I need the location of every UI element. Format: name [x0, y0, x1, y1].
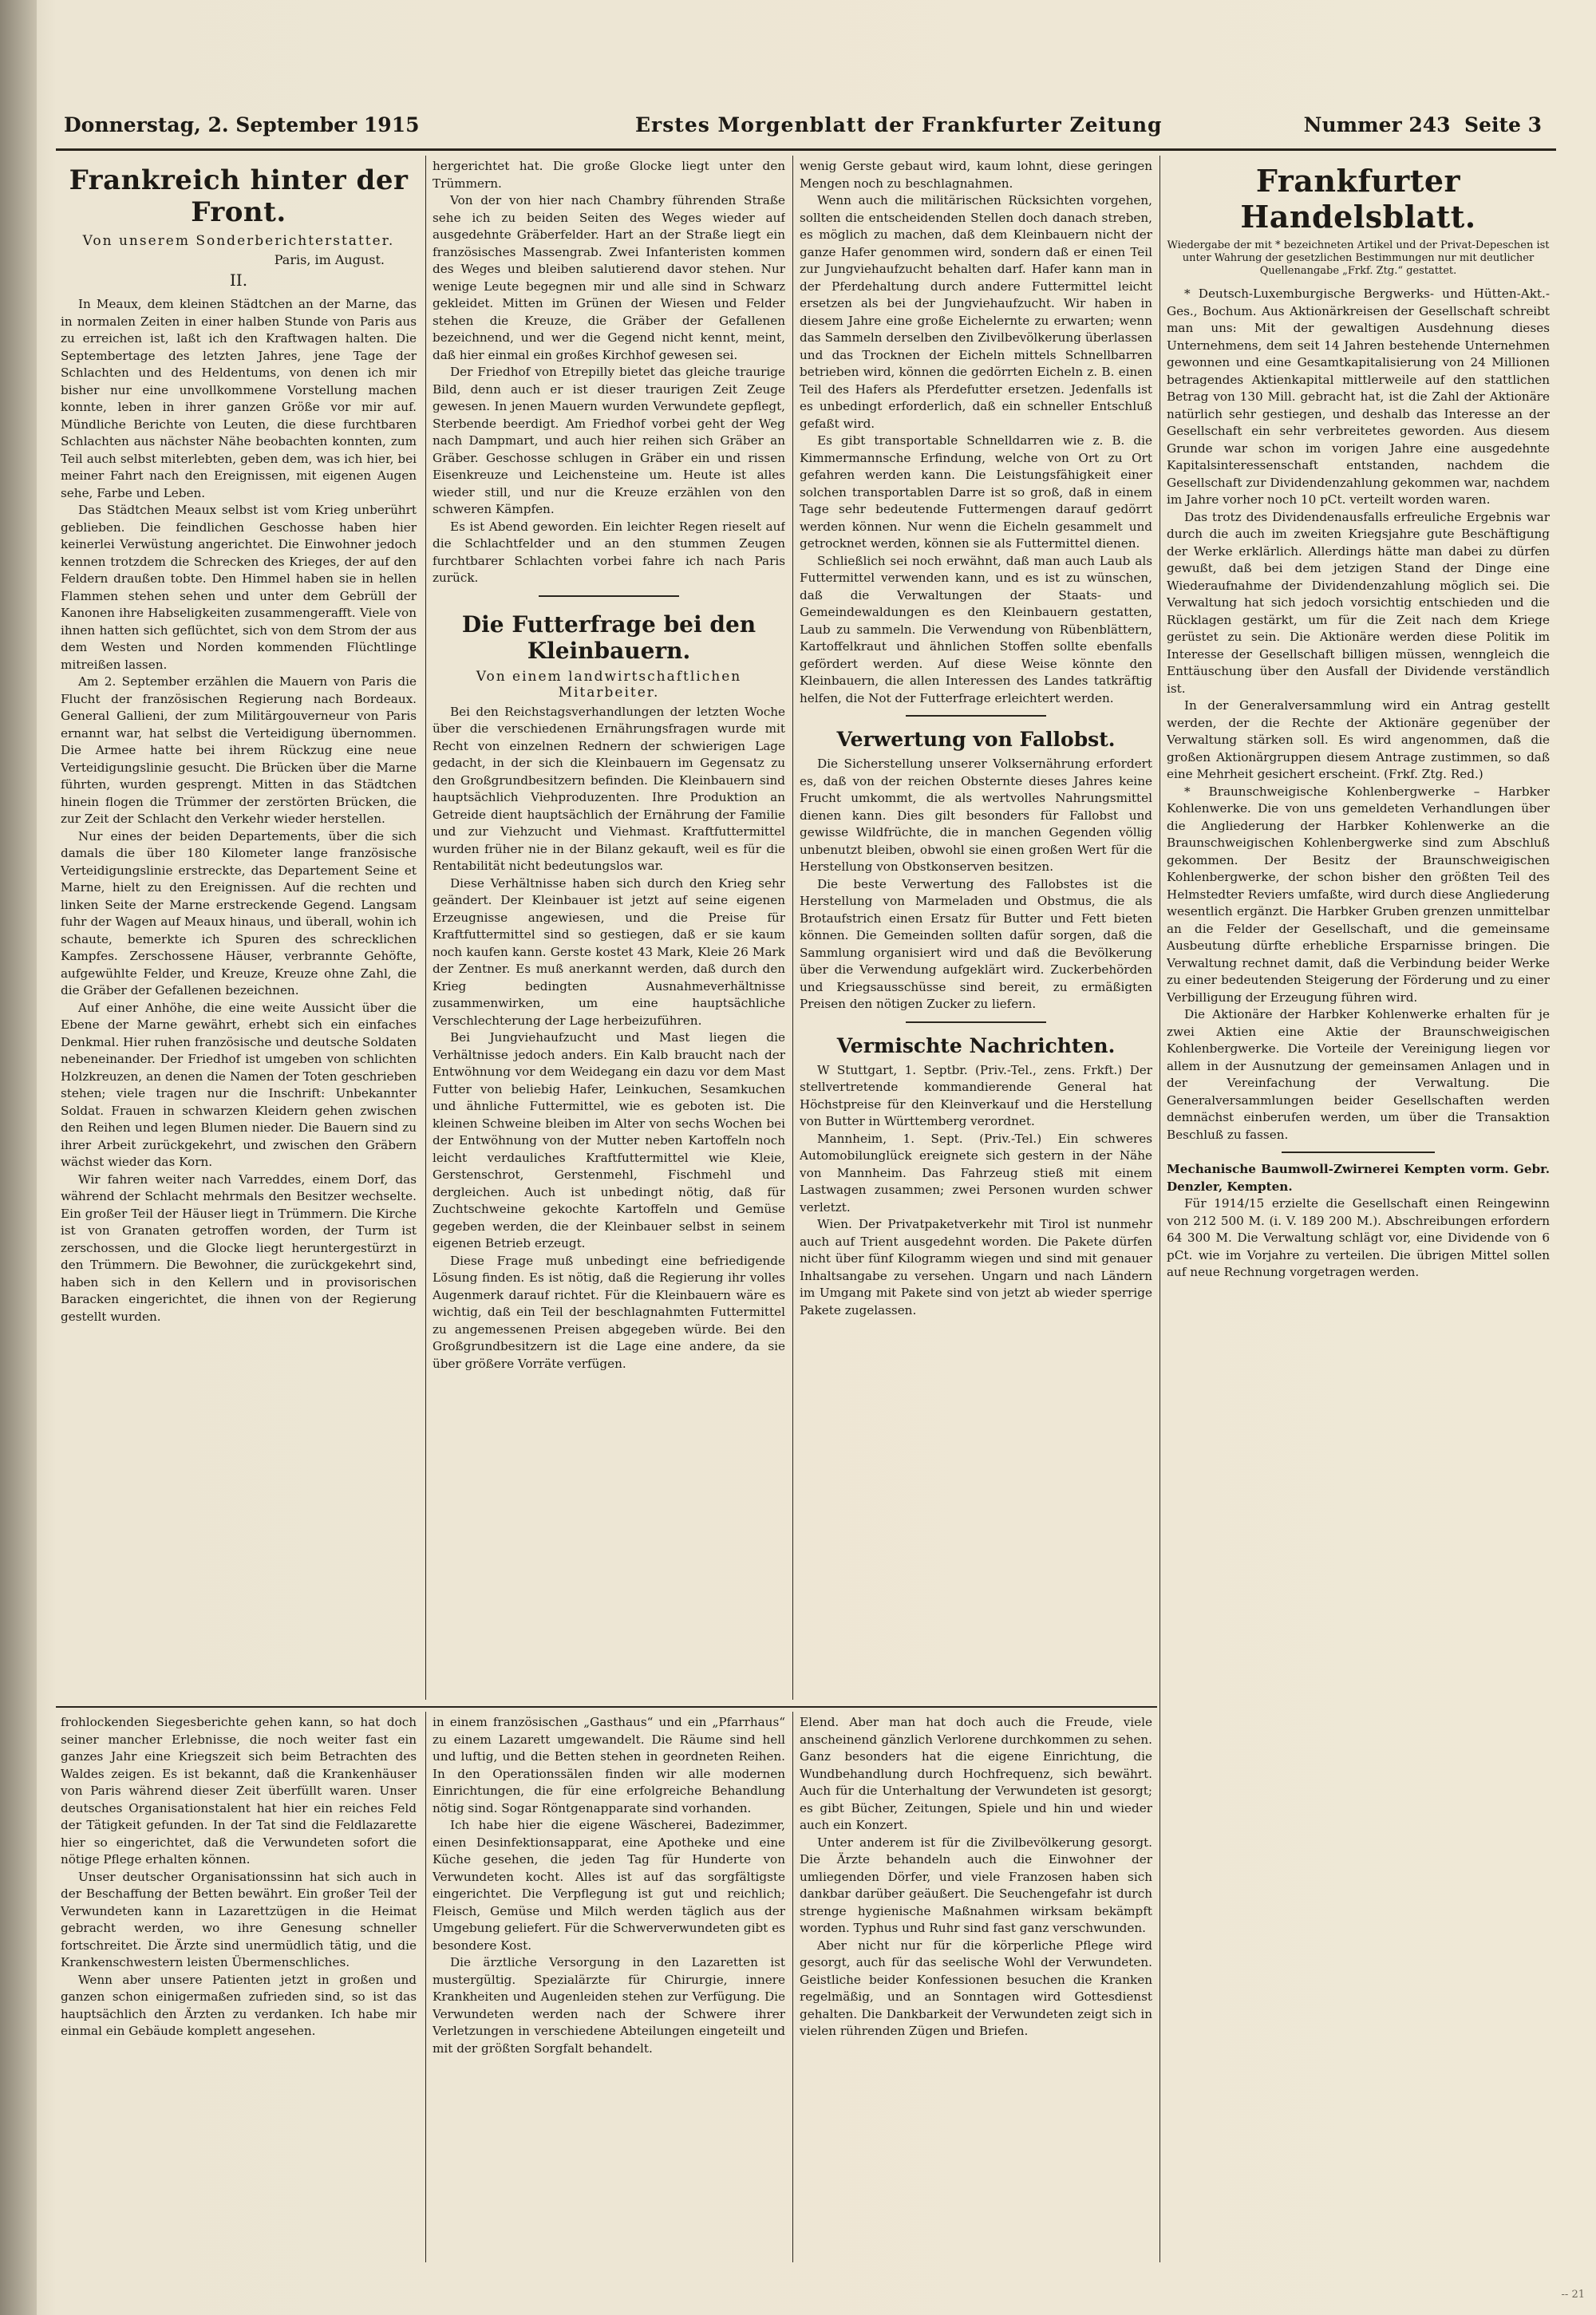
column-3: [800, 158, 1152, 1702]
paragraph: Die ärztliche Versorgung in den Lazaretten ist mustergültig. Spezialärzte für Chirurgie, innere Krankheiten und Augenleiden stehen zur Verfügung. Die Verwundeten werden nach der Schwere ihrer Verletzungen in verschiedene Abteilungen eingeteilt und mit der größten Sorgfalt behandelt.: [433, 1955, 785, 2056]
feuilleton-body: [433, 1714, 785, 2057]
page-fold-shadow: [0, 0, 37, 2315]
paragraph: Bei den Reichstagsverhandlungen der letzten Woche über die verschiedenen Ernährungsfragen wurde mit Recht von einzelnen Rednern der schwierigen Lage gedacht, in der sich die Kleinbauern im Gegensatz zu den Großgrundbesitzern befinden. Die Kleinbauern sind hauptsächlich Viehproduzenten. Ihre Produktion an Getreide dient hauptsächlich der Ernährung der Familie und zur Viehzucht und Viehmast. Kraftfuttermittel wurden früher nie in der Bilanz gekauft, weil es für die Rentabilität nicht bedeutungslos war.: [433, 704, 785, 873]
masthead: [53, 113, 1553, 148]
article-headline: Verwertung von Fallobst.: [836, 728, 1116, 751]
paragraph: Elend. Aber man hat doch auch die Freude, viele anscheinend gänzlich Verlorene durchkommen zu sehen. Ganz besonders hat die eigene Einrichtung, die Wundbehandlung durch Hochfrequenz, sich bewährt. Auch für die Unterhaltung der Verwundeten ist gesorgt; es gibt Bücher, Zeitungen, Spiele und hin und wieder auch ein Konzert.: [800, 1715, 1152, 1832]
section-headline: Frankfurter Handelsblatt.: [1240, 163, 1476, 235]
article-body: [800, 756, 1152, 1013]
paragraph: Für 1914/15 erzielte die Gesellschaft einen Reingewinn von 212 500 M. (i. V. 189 200 M.). Abschreibungen erfordern 64 300 M. Die Verwaltung schlägt vor, eine Dividende von 6 pCt. wie im Vorjahre zu verteilen. Die übrigen Mittel sollen auf neue Rechnung vorgetragen werden.: [1167, 1196, 1550, 1279]
feuilleton-column-1: [61, 1714, 417, 2265]
news-item: Wien. Der Privatpaketverkehr mit Tirol ist nunmehr auch auf Trient ausgedehnt worden. Die Pakete dürfen nicht über fünf Kilogramm wiegen und sind mit genauer Inhaltsangabe zu versehen. Ungarn und nach Ländern im Umgang mit Pakete sind von jetzt ab wieder sperrige Pakete zugelassen.: [800, 1217, 1152, 1317]
divider: [1282, 1152, 1435, 1153]
masthead-rule: [56, 148, 1556, 151]
page-number: Nummer 243 Seite 3: [1303, 113, 1542, 136]
paragraph: * Braunschweigische Kohlenbergwerke – Harbker Kohlenwerke. Die von uns gemeldeten Verhandlungen über die Angliederung der Harbker Kohlenwerke an die Braunschweigischen Kohlenbergwerke sind zum Abschluß gekommen. Der Besitz der Braunschweigischen Kohlenbergwerke, der schon bisher den größten Teil des Helmstedter Reviers umfaßte, wird durch diese Angliederung wesentlich ergänzt. Die Harbker Gruben grenzen unmittelbar an die Felder der Gesellschaft, und die gemeinsame Ausbeutung dürfte erhebliche Ersparnisse bringen. Die Verwaltung rechnet damit, daß die Verbindung beider Werke zu einer bedeutenden Steigerung der Förderung und zu einer Verbilligung der Erzeugung führen wird.: [1167, 784, 1550, 1005]
business-news: [1167, 286, 1550, 1144]
paragraph: Wir fahren weiter nach Varreddes, einem Dorf, das während der Schlacht mehrmals den Besitzer wechselte. Ein großer Teil der Häuser liegt in Trümmern. Die Kirche ist von Granaten getroffen worden, der Turm ist zerschossen, und die Glocke liegt heruntergestürzt in den Trümmern. Die Bewohner, die zurückgekehrt sind, haben sich in den Kellern und in provisorischen Baracken eingerichtet, die ihnen von der Regierung gestellt wurden.: [61, 1171, 417, 1324]
paragraph: Die Sicherstellung unserer Volksernährung erfordert es, daß von der reichen Obsternte dieses Jahres keine Frucht umkommt, die als wertvolles Nahrungsmittel dienen kann. Dies gilt besonders für Fallobst und gewisse Wildfrüchte, die in manchen Gegenden völlig unbenutzt bleiben, obwohl sie einen großen Wert für die Herstellung von Obstkonserven besitzen.: [800, 757, 1152, 874]
paragraph: Diese Verhältnisse haben sich durch den Krieg sehr geändert. Der Kleinbauer ist jetzt auf seine eigenen Erzeugnisse angewiesen, und die Preise für Kraftfuttermittel sind so gestiegen, daß er sie kaum noch kaufen kann. Gerste kostet 43 Mark, Kleie 26 Mark der Zentner. Es muß anerkannt werden, daß durch den Krieg bedingten Ausnahmeverhältnisse zusammenwirken, um eine hauptsächliche Verschlechterung der Lage herbeizuführen.: [433, 875, 785, 1028]
paragraph: Die Aktionäre der Harbker Kohlenwerke erhalten für je zwei Aktien eine Aktie der Braunschweigischen Kohlenbergwerke. Die Vorteile der Vereinigung liegen vor allem in der Ausnutzung der gemeinsamen Anlagen und in der Vereinfachung der Verwaltung. Die Generalversammlungen beider Gesellschaften werden demnächst einberufen werden, um über die Transaktion Beschluß zu fassen.: [1167, 1007, 1550, 1142]
reprint-notice: Wiedergabe der mit * bezeichneten Artikel und der Privat-Depeschen ist unter Wahrung der gesetzlichen Bestimmungen nur mit deutlicher Quellenangabe „Frkf. Ztg.“ gestattet.: [1167, 239, 1550, 277]
article-section-number: II.: [229, 271, 248, 290]
paragraph: Schließlich sei noch erwähnt, daß man auch Laub als Futtermittel verwenden kann, und es ist zu wünschen, daß die Verwaltungen der Staats- und Gemeindewaldungen es den Kleinbauern gestatten, Laub zu sammeln. Die Verwendung von Rübenblättern, Kartoffelkraut und ähnlichen Stoffen sollte ebenfalls gefördert werden. Auf diese Weise könnte den Kleinbauern, die allen Interessen des Landes tatkräftig helfen, die Not der Futterfrage erleichtert werden.: [800, 553, 1152, 705]
article-byline: Von unserem Sonderberichterstatter.: [82, 233, 395, 249]
paragraph: In Meaux, dem kleinen Städtchen an der Marne, das in normalen Zeiten in einer halben Stunde von Paris aus zu erreichen ist, laßt ich den Kraftwagen halten. Die Septembertage des letzten Jahres, jene Tage der Schlachten und des Heldentums, von denen ich mir bisher nur eine unvollkommene Vorstellung machen konnte, leben in ihrer ganzen Größe vor mir auf. Mündliche Berichte von Leuten, die diese furchtbaren Schlachten aus nächster Nähe beobachten konnten, zum Teil auch selbst miterlebten, geben dem, was ich hier, bei meiner Fahrt nach den Ereignissen, mit eigenen Augen sehe, Farbe und Leben.: [61, 297, 417, 500]
column-2: [433, 158, 785, 1702]
handelsblatt-column: [1167, 158, 1550, 2265]
paragraph: Nur eines der beiden Departements, über die sich damals die über 180 Kilometer lange französische Verteidigungslinie erstreckte, das Departement Seine et Marne, hielt zu den Ereignissen. Auf die rechten und linken Seite der Marne erstreckende Gegend. Langsam fuhr der Wagen auf Meaux hinaus, und überall, wohin ich schaute, bemerkte ich Spuren des schrecklichen Kampfes. Zerschossene Häuser, verbrannte Gehöfte, aufgewühlte Felder, und Kreuze, Kreuze ohne Zahl, die die Gräber der Gefallenen bezeichnen.: [61, 828, 417, 998]
feuilleton-body: [61, 1714, 417, 2040]
paragraph: Ich habe hier die eigene Wäscherei, Badezimmer, einen Desinfektionsapparat, eine Apotheke und eine Küche gesehen, die jeden Tag für Hunderte von Verwundeten kocht. Alles ist auf das sorgfältigste eingerichtet. Die Verpflegung ist gut und reichlich; Fleisch, Gemüse und Milch werden täglich aus der Umgebung geliefert. Für die Schwerverwundeten gibt es besondere Kost.: [433, 1818, 785, 1953]
section-headline: Vermischte Nachrichten.: [836, 1033, 1116, 1057]
paragraph: Auf einer Anhöhe, die eine weite Aussicht über die Ebene der Marne gewährt, erhebt sich ein einfaches Denkmal. Hier ruhen französische und deutsche Soldaten nebeneinander. Der Friedhof ist umgeben von schlichten Holzkreuzen, an denen die Namen der Toten geschrieben stehen; viele tragen nur die Inschrift: Unbekannter Soldat. Frauen in schwarzen Kleidern gehen zwischen den Reihen und legen Blumen nieder. Die Bauern sind zu ihrer Arbeit zurückgekehrt, und zwischen den Gräbern wächst wieder das Korn.: [61, 1000, 417, 1169]
article-body: [433, 704, 785, 1373]
column-rule: [792, 1712, 793, 2262]
newspaper-title: Erstes Morgenblatt der Frankfurter Zeitung: [635, 113, 1163, 136]
feuilleton-body: [800, 1714, 1152, 2040]
paragraph: Das Städtchen Meaux selbst ist vom Krieg unberührt geblieben. Die feindlichen Geschosse haben hier keinerlei Verwüstung angerichtet. Die Einwohner jedoch kennen trotzdem die Schrecken des Krieges, der auf den Feldern draußen tobte. Den Himmel haben sie in hellen Flammen stehen sehen und unter dem Gebrüll der Kanonen ihre Habseligkeiten zusammengerafft. Viele von ihnen hatten sich geflüchtet, sich von dem Strom der aus dem Westen und Norden kommenden Flüchtlinge mitreißen lassen.: [61, 503, 417, 672]
column-rule: [425, 1712, 426, 2262]
paragraph: Wenn aber unsere Patienten jetzt in großen und ganzen schon einigermaßen zufrieden sind, so ist das hauptsächlich den Ärzten zu verdanken. Ich habe mir einmal ein Gebäude komplett angesehen.: [61, 1972, 417, 2038]
issue-date: Donnerstag, 2. September 1915: [64, 113, 420, 136]
news-item: Mannheim, 1. Sept. (Priv.-Tel.) Ein schweres Automobilunglück ereignete sich gestern in der Nähe von Mannheim. Das Fahrzeug stieß mit einem Lastwagen zusammen; zwei Personen wurden schwer verletzt.: [800, 1131, 1152, 1215]
company-name: Mechanische Baumwoll-Zwirnerei Kempten vorm. Gebr. Denzler, Kempten.: [1167, 1162, 1550, 1194]
paragraph: Unser deutscher Organisationssinn hat sich auch in der Beschaffung der Betten bewährt. Ein großer Teil der Verwundeten kann in Lazarettzügen in die Heimat gebracht werden, wo ihre Genesung schneller fortschreitet. Die Ärzte sind unermüdlich tätig, und die Krankenschwestern leisten Übermenschliches.: [61, 1869, 417, 1969]
column-rule: [425, 156, 426, 1700]
section-rule: [56, 1706, 1157, 1708]
paragraph: Aber nicht nur für die körperliche Pflege wird gesorgt, auch für das seelische Wohl der Verwundeten. Geistliche beider Konfessionen besuchen die Kranken regelmäßig, und an Sonntagen wird Gottesdienst gehalten. Die Dankbarkeit der Verwundeten zeigt sich in vielen rührenden Zügen und Briefen.: [800, 1938, 1152, 2038]
archive-stamp: -- 21: [1561, 2289, 1585, 2301]
feuilleton-column-3: [800, 1714, 1152, 2265]
article-byline: Von einem landwirtschaftlichen Mitarbeiter.: [476, 668, 742, 701]
paragraph: Es ist Abend geworden. Ein leichter Regen rieselt auf die Schlachtfelder und an den stummen Zeugen furchtbarer Schlachten vorbei fahre ich nach Paris zurück.: [433, 519, 785, 585]
paragraph: Der Friedhof von Etrepilly bietet das gleiche traurige Bild, denn auch er ist dieser traurigen Zeit Zeuge gewesen. In jenen Mauern wurden Verwundete gepflegt, Sterbende beerdigt. Am Friedhof vorbei geht der Weg nach Dampmart, und auch hier reihen sich Gräber an Gräber. Geschosse schlugen in Gräber ein und rissen Eisenkreuze und Leichensteine um. Heute ist alles wieder still, und nur die Kreuze erzählen von den schweren Kämpfen.: [433, 365, 785, 516]
paragraph: Das trotz des Dividendenausfalls erfreuliche Ergebnis war durch die auch im zweiten Kriegsjahre gute Beschäftigung der Werke erklärlich. Allerdings hätte man dabei zu dürfen gewußt, daß bei dem jetzigen Stand der Dinge eine Wiederaufnahme der Dividendenzahlung möglich sei. Die Verwaltung hat sich jedoch vorsichtig entschieden und die Rücklagen gestärkt, um für die Zeit nach dem Kriege gerüstet zu sein. Die Aktionäre werden diese Politik im Interesse der Gesellschaft billigen müssen, wenngleich die Enttäuschung über den Ausfall der Dividende verständlich ist.: [1167, 509, 1550, 696]
paragraph: In der Generalversammlung wird ein Antrag gestellt werden, der die Rechte der Aktionäre gegenüber der Verwaltung stärken soll. Es wird angenommen, daß die großen Aktionärgruppen diesem Antrage zustimmen, so daß eine Mehrheit gesichert erscheint. (Frkf. Ztg. Red.): [1167, 698, 1550, 781]
paragraph: Diese Frage muß unbedingt eine befriedigende Lösung finden. Es ist nötig, daß die Regierung ihr volles Augenmerk darauf richtet. Für die Kleinbauern wäre es wichtig, daß ein Teil der beschlagnahmten Futtermittel zu angemessenen Preisen abgegeben würde. Bei den Großgrundbesitzern ist die Lage eine andere, da sie über größere Vorräte verfügen.: [433, 1253, 785, 1371]
paragraph: * Deutsch-Luxemburgische Bergwerks- und Hütten-Akt.-Ges., Bochum. Aus Aktionärkreisen der Gesellschaft schreibt man uns: Mit der gewaltigen Ausdehnung dieses Unternehmens, dem seit 14 Jahren bestehende Unternehmen gewonnen und eine Gesamtkapitalisierung von 24 Millionen betragendes Aktienkapital mittlerweile auf den stattlichen Betrag von 130 Mill. gebracht hat, ist die Zahl der Aktionäre natürlich sehr gestiegen, und deshalb das Interesse an der Gesellschaft ein sehr verbreitetes geworden. Aus diesem Grunde war schon im vorigen Jahre eine ausgedehnte Kapitalsinteressenschaft entstanden, nachdem die Gesellschaft zur Dividendenzahlung gekommen war, nachdem im Jahre vorher noch 10 pCt. verteilt worden waren.: [1167, 286, 1550, 507]
article-dateline: Paris, im August.: [274, 252, 385, 267]
article-body-continued: [800, 158, 1152, 707]
paragraph: wenig Gerste gebaut wird, kaum lohnt, diese geringen Mengen noch zu beschlagnahmen.: [800, 159, 1152, 191]
paragraph: hergerichtet hat. Die große Glocke liegt unter den Trümmern.: [433, 159, 785, 191]
divider: [539, 595, 680, 597]
paragraph: Bei Jungviehaufzucht und Mast liegen die Verhältnisse jedoch anders. Ein Kalb braucht nach der Entwöhnung vor dem Weidegang ein dazu vor dem Mast Futter von beliebig Hafer, Leinkuchen, Sesamkuchen und ähnliche Futtermittel, wie es geboten ist. Die kleinen Schweine bleiben im Alter von sechs Wochen bei der Entwöhnung von der Mutter neben Kartoffeln noch leicht verdauliches Kraftfuttermittel wie Kleie, Gerstenschrot, Gerstenmehl, Fischmehl und dergleichen. Auch ist unbedingt nötig, daß für Zuchtschweine gekochte Kartoffeln und Gemüse gegeben werden, die der Kleinbauer selbst in seinem eigenen Betrieb erzeugt.: [433, 1030, 785, 1250]
news-items: [800, 1062, 1152, 1320]
feuilleton-column-2: [433, 1714, 785, 2265]
paragraph: frohlockenden Siegesberichte gehen kann, so hat doch seiner mancher Erlebnisse, die noch weiter fast ein ganzes Jahr eine Kriegszeit sich beim Betrachten des Waldes zeigen. Es ist bekannt, daß die Krankenhäuser von Paris während dieser Zeit überfüllt waren. Unser deutsches Organisationstalent hat hier ein reiches Feld der Tätigkeit gefunden. In der Tat sind die Feldlazarette hier so eingerichtet, daß die Verwundeten sofort die nötige Pflege erhalten können.: [61, 1715, 417, 1867]
article-body: [61, 296, 417, 1325]
paragraph: Es gibt transportable Schnelldarren wie z. B. die Kimmermannsche Erfindung, welche von Ort zu Ort gefahren werden kann. Die Leistungsfähigkeit einer solchen transportablen Darre ist so groß, daß in einem Tage sehr bedeutende Futtermengen darauf gedörrt werden können. Nur wenn die Eicheln gesammelt und getrocknet werden, können sie als Futtermittel dienen.: [800, 433, 1152, 551]
article-headline: Frankreich hinter der Front.: [69, 164, 409, 228]
column-rule: [1159, 156, 1160, 2262]
article-frankreich: [61, 158, 417, 1702]
article-headline: Die Futterfrage bei den Kleinbauern.: [461, 610, 757, 664]
divider: [906, 715, 1047, 717]
paragraph: Am 2. September erzählen die Mauern von Paris die Flucht der französischen Regierung nach Bordeaux. General Gallieni, der zum Militärgouverneur von Paris ernannt war, hat selbst die Verteidigung übernommen. Die Armee hatte bei ihrem Rückzug eine neue Verteidigungslinie gesucht. Die Brücken über die Marne führten, wurden gesprengt. Mitten in das Städtchen hinein flogen die Trümmer der zerstörten Brücken, die zur Zeit der Schlacht den Verkehr wieder herstellen.: [61, 674, 417, 826]
paragraph: in einem französischen „Gasthaus“ und ein „Pfarrhaus“ zu einem Lazarett umgewandelt. Die Räume sind hell und luftig, und die Betten stehen in geordneten Reihen. In den Operationssälen finden wir alle modernen Einrichtungen, die für eine erfolgreiche Behandlung nötig sind. Sogar Röntgenapparate sind vorhanden.: [433, 1715, 785, 1815]
paragraph: Von der von hier nach Chambry führenden Straße sehe ich zu beiden Seiten des Weges wieder auf ausgedehnte Gräberfelder. Hart an der Straße liegt ein französisches Massengrab. Zwei Infanteristen kommen des Weges und bleiben salutierend davor stehen. Nur wenige Leute begegnen mir und alle sind in Schwarz gekleidet. Mitten im Grünen der Wiesen und Felder stehen die Kreuze, die Gräber der Gefallenen bezeichnend, und wer die Gegend nicht kennt, meint, daß hier einmal ein großes Kirchhof gewesen sei.: [433, 193, 785, 362]
paragraph: Unter anderem ist für die Zivilbevölkerung gesorgt. Die Ärzte behandeln auch die Einwohner der umliegenden Dörfer, und viele Franzosen haben sich dankbar darüber geäußert. Die Seuchengefahr ist durch strenge hygienische Maßnahmen wirksam bekämpft worden. Typhus und Ruhr sind fast ganz verschwunden.: [800, 1835, 1152, 1935]
business-item: [1167, 1161, 1550, 1282]
divider: [906, 1021, 1047, 1023]
article-body-continued: [433, 158, 785, 587]
paragraph: Wenn auch die militärischen Rücksichten vorgehen, sollten die entscheidenden Stellen doch danach streben, es möglich zu machen, daß dem Kleinbauern nicht der ganze Hafer genommen wird, sondern daß er einen Teil zur Jungviehaufzucht behalten darf. Hafer kann man in der Pferdehaltung durch andere Futtermittel leicht ersetzen als bei der Jungviehaufzucht. Wir haben in diesem Jahre eine große Eichelernte zu erwarten; wenn das Sammeln derselben den Zivilbevölkerung überlassen und das Trocknen der Eicheln mittels Schnellbarren betrieben wird, können die gedörrten Eicheln z. B. einen Teil des Hafers als Pferdefutter ersetzen. Jedenfalls ist es unbedingt erforderlich, daß ein schneller Entschluß gefaßt wird.: [800, 193, 1152, 431]
paragraph: Die beste Verwertung des Fallobstes ist die Herstellung von Marmeladen und Obstmus, die als Brotaufstrich einen Ersatz für Butter und Fett bieten können. Die Gemeinden sollten dafür sorgen, daß die Sammlung organisiert wird und daß die Bevölkerung über die Verwendung aufgeklärt wird. Zuckerbehörden und Kriegsausschüsse sind bereit, zu ermäßigten Preisen den nötigen Zucker zu liefern.: [800, 876, 1152, 1011]
news-item: W Stuttgart, 1. Septbr. (Priv.-Tel., zens. Frkft.) Der stellvertretende kommandierende General hat Höchstpreise für den Kleinverkauf und die Herstellung von Butter in Württemberg verordnet.: [800, 1062, 1152, 1128]
column-rule: [792, 156, 793, 1700]
